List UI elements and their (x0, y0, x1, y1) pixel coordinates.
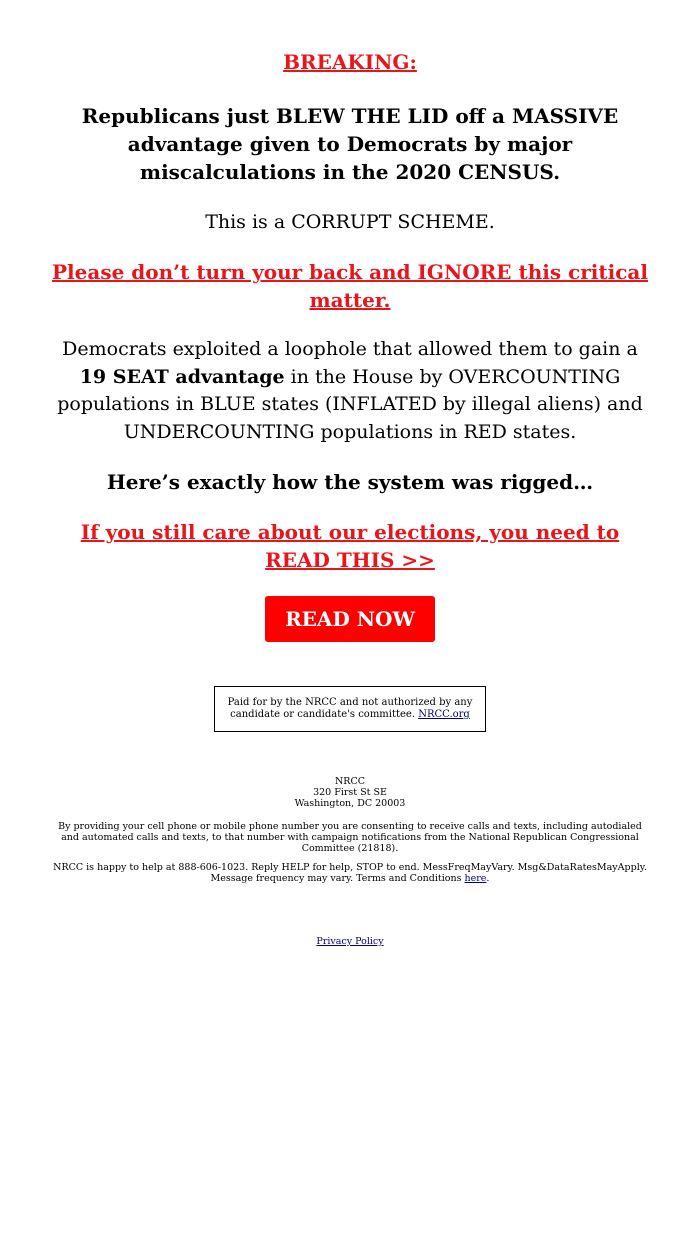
email-body (50, 0, 650, 947)
read-now-button[interactable]: READ NOW (265, 596, 435, 642)
help-text (50, 862, 650, 884)
breaking-label: BREAKING: (283, 50, 417, 74)
body-text-end: in the House by OVERCOUNTING populations in BLUE states (INFLATED by illegal aliens) and UNDERCOUNTING populations in RED states. (57, 365, 643, 443)
nrcc-org-link[interactable]: NRCC.org (418, 709, 470, 720)
body-text-start: Democrats exploited a loophole that allowed them to gain a (62, 338, 638, 360)
please-dont-ignore-link[interactable]: Please don’t turn your back and IGNORE this critical matter. (52, 260, 648, 312)
org-name: NRCC (334, 776, 365, 787)
city-address: Washington, DC 20003 (294, 798, 406, 809)
seat-advantage-bold: 19 SEAT advantage (79, 365, 285, 388)
street-address: 320 First St SE (313, 787, 387, 798)
disclaimer-text: Paid for by the NRCC and not authorized by any candidate or candidate's committee. (227, 697, 473, 720)
privacy-row (50, 936, 650, 947)
headline: Republicans just BLEW THE LID off a MASSIVE advantage given to Democrats by major miscalculations in the 2020 CENSUS. (81, 104, 619, 184)
cta-row (50, 596, 650, 642)
sms-consent-text: By providing your cell phone or mobile phone number you are consenting to receive calls and texts, including autodialed and automated calls and texts, to that number with campaign notifications from the National Republican Congressional Committee (21818). (58, 821, 642, 854)
corrupt-scheme-text: This is a CORRUPT SCHEME. (205, 211, 495, 233)
paid-for-disclaimer (214, 686, 486, 732)
read-this-link[interactable]: If you still care about our elections, you need to READ THIS >> (80, 520, 620, 572)
mailing-address (50, 776, 650, 809)
help-text-end: . (486, 873, 490, 884)
body-paragraph (50, 336, 650, 446)
rigged-subheading: Here’s exactly how the system was rigged… (106, 470, 594, 494)
help-text-body: NRCC is happy to help at 888-606-1023. Reply HELP for help, STOP to end. MessFreqMayVary. Msg&DataRatesMayApply. Message frequency may vary. Terms and Conditions (53, 862, 647, 884)
terms-here-link[interactable]: here (464, 873, 487, 884)
privacy-policy-link[interactable]: Privacy Policy (316, 936, 384, 947)
